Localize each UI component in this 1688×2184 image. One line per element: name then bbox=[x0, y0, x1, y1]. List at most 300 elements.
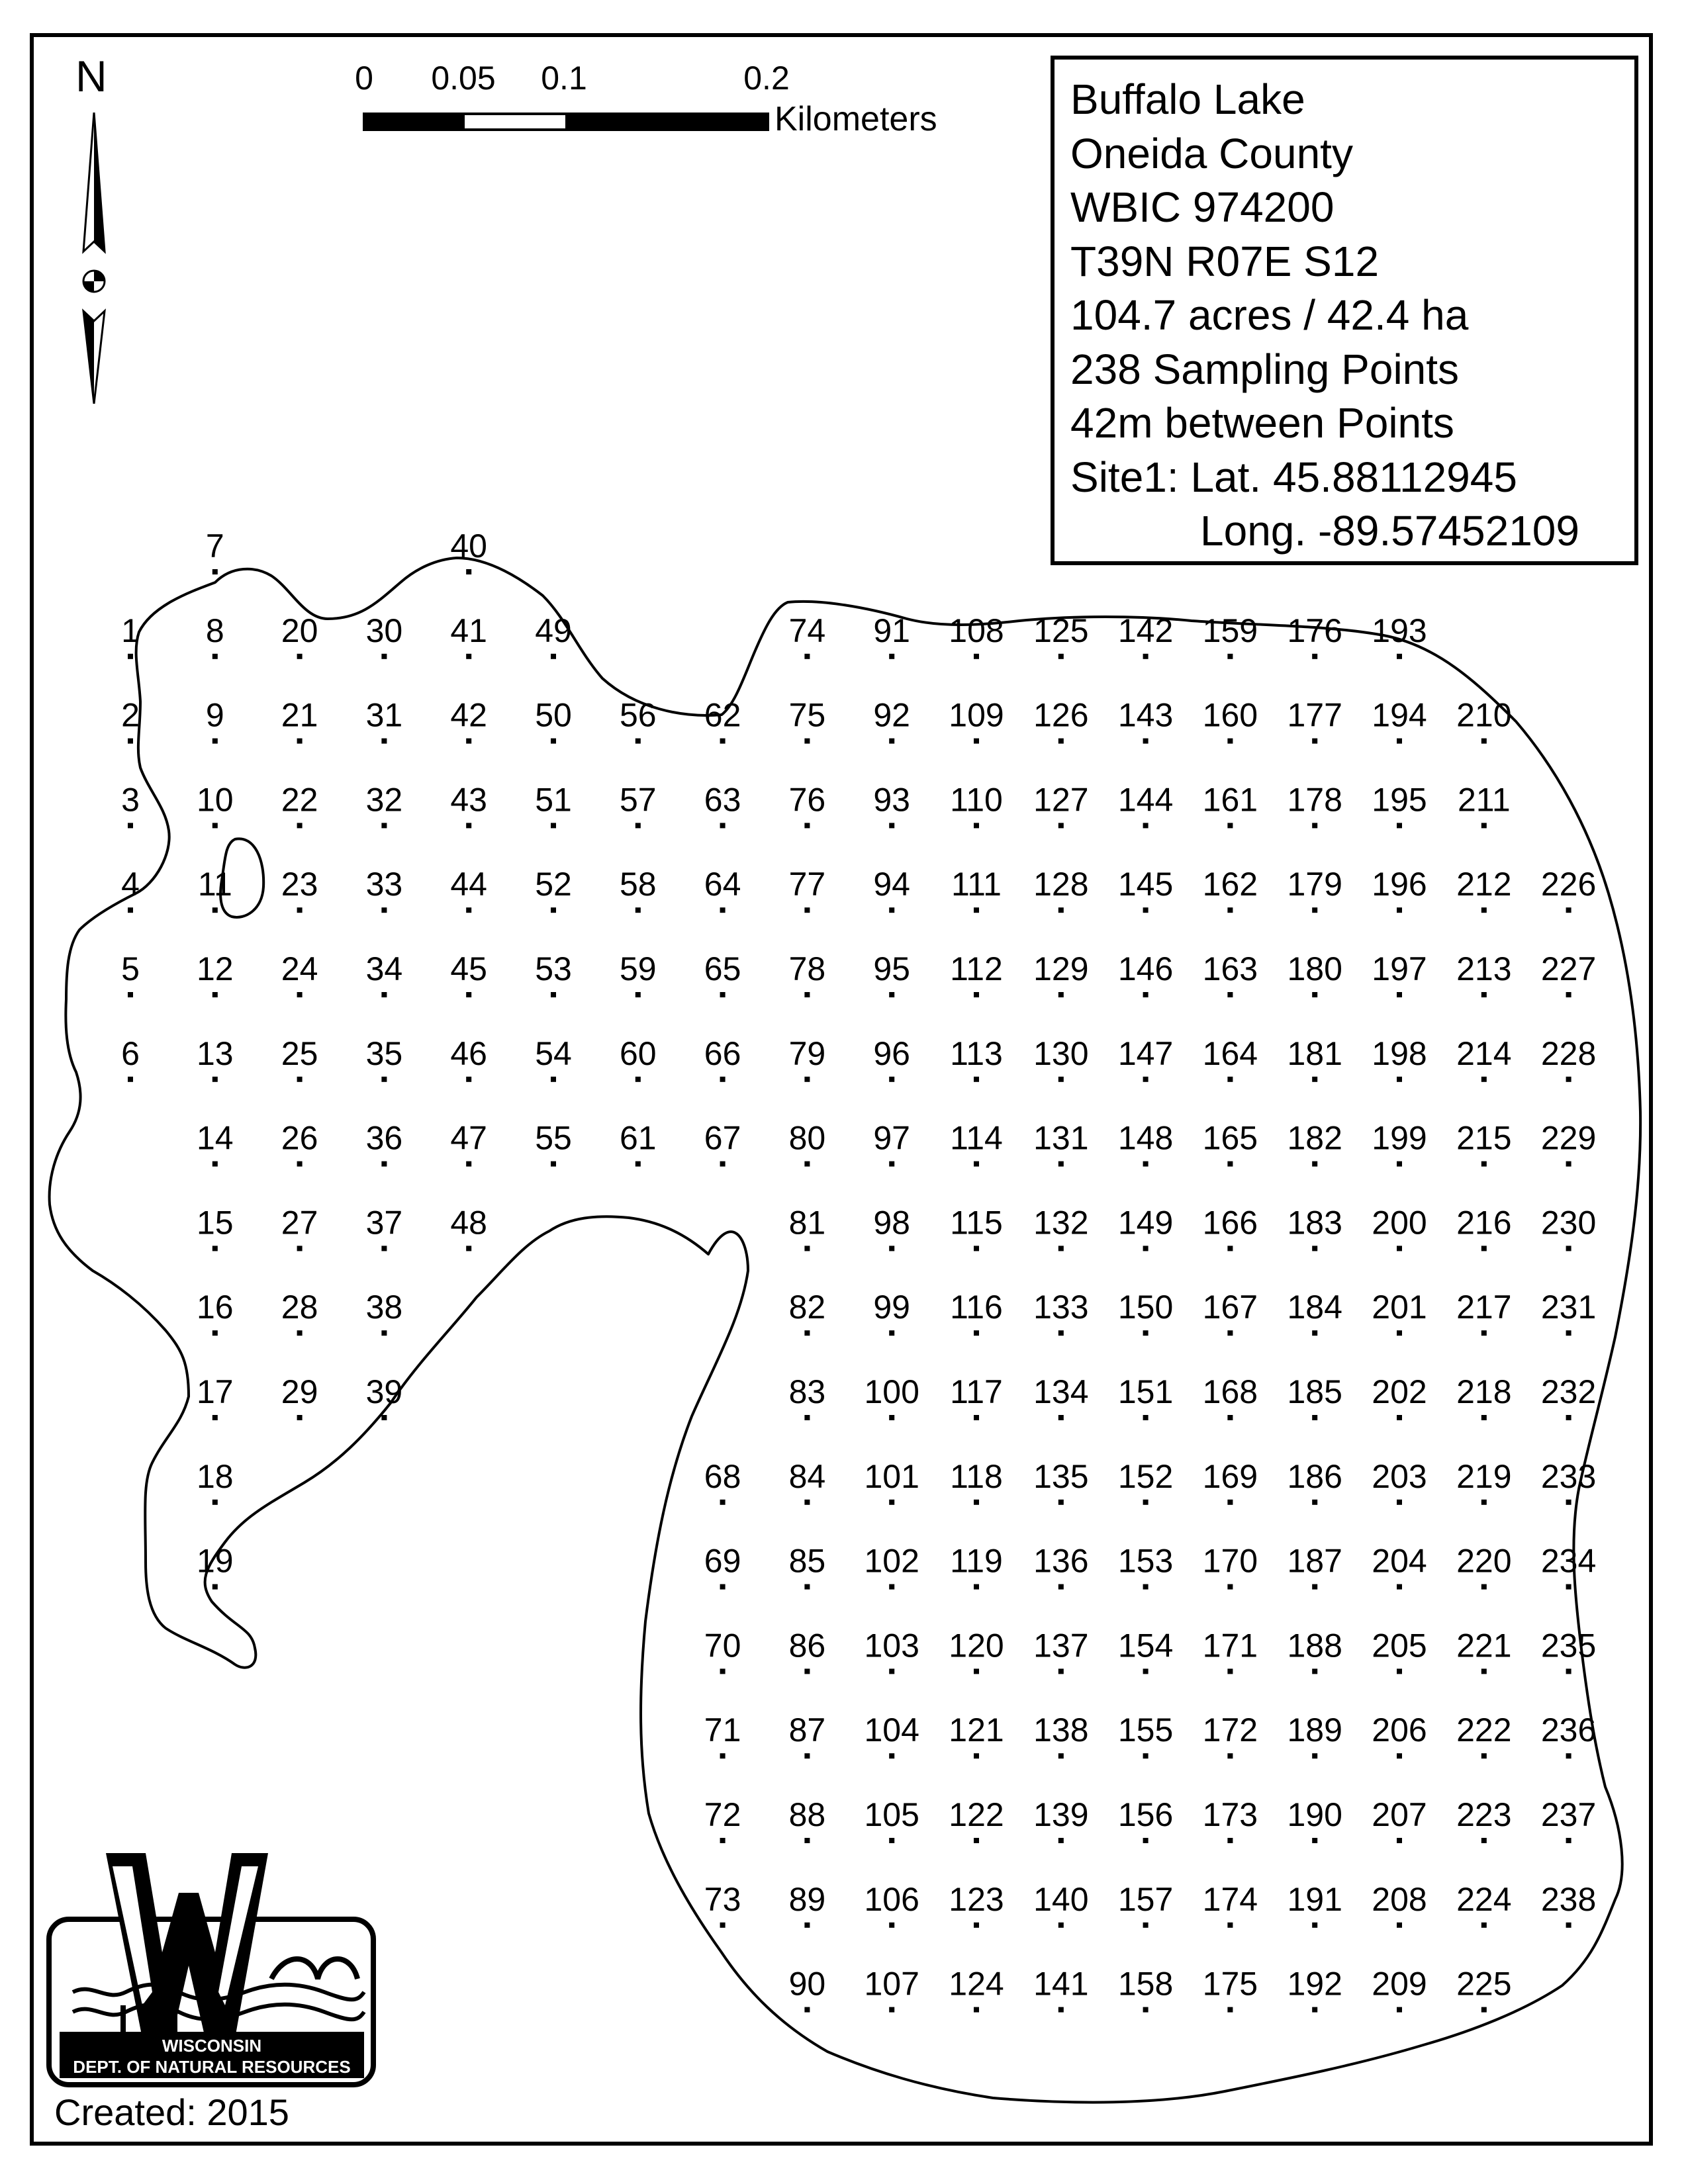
sampling-point-marker bbox=[551, 823, 556, 828]
sampling-point-marker bbox=[1566, 1246, 1571, 1251]
sampling-point-marker bbox=[1397, 1668, 1402, 1674]
sampling-point-label: 143 bbox=[1117, 696, 1174, 734]
sampling-point-label: 205 bbox=[1372, 1627, 1427, 1664]
sampling-point-label: 22 bbox=[281, 781, 318, 819]
sampling-point-marker bbox=[974, 907, 979, 913]
sampling-point-marker bbox=[974, 1330, 979, 1336]
sampling-point-marker bbox=[212, 1077, 218, 1082]
sampling-point-label: 166 bbox=[1202, 1204, 1258, 1242]
sampling-point-marker bbox=[297, 1246, 303, 1251]
sampling-point-marker bbox=[1227, 1923, 1233, 1928]
sampling-point-marker bbox=[804, 1246, 810, 1251]
sampling-point-marker bbox=[1312, 1077, 1317, 1082]
sampling-point-label: 112 bbox=[950, 950, 1003, 987]
sampling-point-marker bbox=[1227, 1584, 1233, 1590]
sampling-point-marker bbox=[1481, 1246, 1487, 1251]
sampling-point-label: 32 bbox=[365, 781, 403, 819]
sampling-point-marker bbox=[1058, 1923, 1064, 1928]
sampling-point-label: 4 bbox=[121, 866, 140, 903]
sampling-point-label: 48 bbox=[450, 1204, 488, 1242]
sampling-point-marker bbox=[212, 1246, 218, 1251]
sampling-point-label: 1 bbox=[121, 612, 140, 649]
sampling-point-label: 173 bbox=[1202, 1796, 1258, 1833]
sampling-point-label: 235 bbox=[1540, 1627, 1597, 1664]
sampling-point-label: 97 bbox=[873, 1119, 911, 1157]
sampling-point-marker bbox=[889, 1923, 894, 1928]
sampling-point-label: 94 bbox=[873, 866, 911, 903]
sampling-point-marker bbox=[1143, 2007, 1149, 2013]
sampling-point-marker bbox=[720, 739, 726, 744]
site1-longitude: Long. -89.57452109 bbox=[1200, 507, 1579, 555]
sampling-point-marker bbox=[1566, 1838, 1571, 1843]
sampling-point-label: 3 bbox=[121, 781, 140, 819]
sampling-point-label: 206 bbox=[1372, 1711, 1427, 1749]
sampling-point-label: 92 bbox=[873, 696, 911, 734]
sampling-point-marker bbox=[297, 739, 303, 744]
sampling-point-marker bbox=[1566, 1668, 1571, 1674]
sampling-point-label: 169 bbox=[1202, 1457, 1258, 1495]
sampling-point-label: 87 bbox=[788, 1711, 826, 1749]
sampling-point-label: 198 bbox=[1372, 1034, 1427, 1072]
sampling-point-label: 17 bbox=[196, 1373, 234, 1410]
sampling-point-label: 151 bbox=[1117, 1373, 1174, 1410]
sampling-point-label: 203 bbox=[1372, 1457, 1427, 1495]
lake-name: Buffalo Lake bbox=[1070, 75, 1305, 123]
scale-bar bbox=[357, 60, 953, 139]
sampling-point-label: 120 bbox=[949, 1627, 1004, 1664]
sampling-points-count: 238 Sampling Points bbox=[1070, 345, 1460, 393]
sampling-point-label: 152 bbox=[1117, 1457, 1174, 1495]
sampling-point-marker bbox=[635, 1161, 641, 1167]
sampling-point-label: 62 bbox=[704, 696, 741, 734]
sampling-point-marker bbox=[128, 1077, 133, 1082]
sampling-point-label: 33 bbox=[365, 866, 403, 903]
sampling-point-marker bbox=[1312, 992, 1317, 997]
sampling-point-marker bbox=[1481, 1077, 1487, 1082]
sampling-point-label: 85 bbox=[788, 1542, 826, 1580]
sampling-point-marker bbox=[974, 1584, 979, 1590]
sampling-point-marker bbox=[1227, 1330, 1233, 1336]
sampling-point-marker bbox=[1143, 1246, 1149, 1251]
sampling-point-label: 132 bbox=[1033, 1204, 1089, 1242]
sampling-point-marker bbox=[974, 1668, 979, 1674]
sampling-point-marker bbox=[551, 739, 556, 744]
sampling-point-label: 88 bbox=[788, 1796, 826, 1833]
sampling-point-marker bbox=[1481, 907, 1487, 913]
sampling-point-label: 141 bbox=[1033, 1965, 1089, 2003]
sampling-point-marker bbox=[128, 992, 133, 997]
sampling-point-label: 122 bbox=[949, 1796, 1004, 1833]
sampling-point-marker bbox=[974, 992, 979, 997]
sampling-point-label: 162 bbox=[1202, 866, 1258, 903]
sampling-point-marker bbox=[974, 1838, 979, 1843]
sampling-point-marker bbox=[720, 907, 726, 913]
sampling-point-marker bbox=[720, 1923, 726, 1928]
sampling-point-label: 195 bbox=[1372, 781, 1427, 819]
sampling-point-label: 5 bbox=[121, 950, 140, 987]
sampling-point-marker bbox=[889, 1161, 894, 1167]
sampling-point-label: 223 bbox=[1456, 1796, 1512, 1833]
sampling-point-label: 192 bbox=[1287, 1965, 1342, 2003]
sampling-point-marker bbox=[1227, 1668, 1233, 1674]
sampling-point-label: 60 bbox=[619, 1034, 657, 1072]
sampling-point-marker bbox=[1227, 823, 1233, 828]
sampling-point-label: 170 bbox=[1202, 1542, 1258, 1580]
sampling-point-label: 215 bbox=[1456, 1119, 1512, 1157]
sampling-point-label: 23 bbox=[281, 866, 318, 903]
sampling-point-label: 72 bbox=[704, 1796, 741, 1833]
sampling-point-label: 148 bbox=[1117, 1119, 1174, 1157]
sampling-point-marker bbox=[1227, 992, 1233, 997]
sampling-point-label: 154 bbox=[1117, 1627, 1174, 1664]
sampling-point-label: 49 bbox=[535, 612, 572, 649]
sampling-point-marker bbox=[1143, 1500, 1149, 1505]
sampling-point-marker bbox=[1227, 739, 1233, 744]
sampling-point-label: 71 bbox=[704, 1711, 741, 1749]
sampling-point-marker bbox=[974, 1415, 979, 1420]
sampling-point-marker bbox=[635, 739, 641, 744]
sampling-point-marker bbox=[381, 992, 387, 997]
sampling-point-label: 232 bbox=[1540, 1373, 1597, 1410]
sampling-point-label: 123 bbox=[949, 1880, 1004, 1918]
sampling-point-marker bbox=[381, 1330, 387, 1336]
sampling-point-label: 29 bbox=[281, 1373, 318, 1410]
sampling-point-marker bbox=[297, 1330, 303, 1336]
sampling-point-marker bbox=[1397, 1246, 1402, 1251]
sampling-point-label: 145 bbox=[1117, 866, 1174, 903]
sampling-point-label: 126 bbox=[1033, 696, 1089, 734]
sampling-point-marker bbox=[1227, 1246, 1233, 1251]
sampling-point-marker bbox=[212, 1330, 218, 1336]
sampling-point-label: 142 bbox=[1117, 612, 1174, 649]
sampling-point-label: 73 bbox=[704, 1880, 741, 1918]
sampling-point-marker bbox=[1143, 823, 1149, 828]
sampling-point-label: 12 bbox=[196, 950, 234, 987]
sampling-point-label: 70 bbox=[704, 1627, 741, 1664]
sampling-point-marker bbox=[381, 739, 387, 744]
sampling-point-marker bbox=[720, 1584, 726, 1590]
sampling-point-marker bbox=[1566, 1500, 1571, 1505]
sampling-point-label: 158 bbox=[1117, 1965, 1174, 2003]
sampling-point-label: 68 bbox=[704, 1457, 741, 1495]
sampling-point-label: 75 bbox=[788, 696, 826, 734]
sampling-point-label: 180 bbox=[1287, 950, 1342, 987]
sampling-point-label: 171 bbox=[1202, 1627, 1258, 1664]
sampling-point-marker bbox=[635, 992, 641, 997]
sampling-point-label: 81 bbox=[788, 1204, 826, 1242]
sampling-point-label: 146 bbox=[1117, 950, 1174, 987]
sampling-point-label: 84 bbox=[788, 1457, 826, 1495]
sampling-point-label: 181 bbox=[1287, 1034, 1342, 1072]
sampling-point-marker bbox=[212, 569, 218, 574]
sampling-point-marker bbox=[1058, 1415, 1064, 1420]
sampling-point-marker bbox=[1058, 1330, 1064, 1336]
sampling-point-label: 211 bbox=[1457, 781, 1511, 819]
sampling-point-label: 209 bbox=[1372, 1965, 1427, 2003]
sampling-point-marker bbox=[1312, 1584, 1317, 1590]
sampling-point-marker bbox=[128, 823, 133, 828]
sampling-point-label: 2 bbox=[121, 696, 140, 734]
sampling-point-label: 199 bbox=[1372, 1119, 1427, 1157]
sampling-point-marker bbox=[466, 1161, 471, 1167]
sampling-point-marker bbox=[1566, 1330, 1571, 1336]
sampling-point-label: 79 bbox=[788, 1034, 826, 1072]
sampling-point-label: 66 bbox=[704, 1034, 741, 1072]
sampling-point-marker bbox=[720, 1161, 726, 1167]
sampling-point-marker bbox=[1312, 1753, 1317, 1758]
wbic: WBIC 974200 bbox=[1070, 183, 1335, 231]
sampling-point-marker bbox=[1143, 992, 1149, 997]
sampling-point-marker bbox=[1481, 1584, 1487, 1590]
sampling-point-label: 175 bbox=[1202, 1965, 1258, 2003]
sampling-point-marker bbox=[1312, 739, 1317, 744]
sampling-point-label: 80 bbox=[788, 1119, 826, 1157]
sampling-point-marker bbox=[804, 1753, 810, 1758]
sampling-point-label: 218 bbox=[1456, 1373, 1512, 1410]
created-date: Created: 2015 bbox=[54, 2091, 289, 2133]
sampling-point-marker bbox=[804, 2007, 810, 2013]
sampling-point-marker bbox=[128, 739, 133, 744]
sampling-point-marker bbox=[1143, 1415, 1149, 1420]
sampling-point-marker bbox=[1312, 907, 1317, 913]
sampling-point-label: 43 bbox=[450, 781, 488, 819]
sampling-point-marker bbox=[804, 1838, 810, 1843]
sampling-point-marker bbox=[381, 907, 387, 913]
sampling-point-label: 144 bbox=[1117, 781, 1174, 819]
sampling-point-label: 233 bbox=[1540, 1457, 1597, 1495]
sampling-point-marker bbox=[1312, 1415, 1317, 1420]
sampling-point-label: 228 bbox=[1540, 1034, 1597, 1072]
sampling-point-marker bbox=[1227, 1838, 1233, 1843]
sampling-point-label: 56 bbox=[619, 696, 657, 734]
sampling-point-label: 30 bbox=[365, 612, 403, 649]
scale-bar-graphic bbox=[363, 111, 780, 138]
point-spacing: 42m between Points bbox=[1070, 399, 1454, 447]
sampling-point-marker bbox=[1143, 1161, 1149, 1167]
sampling-point-marker bbox=[1143, 654, 1149, 659]
sampling-point-label: 7 bbox=[205, 527, 224, 565]
sampling-point-label: 125 bbox=[1033, 612, 1089, 649]
sampling-point-marker bbox=[889, 1415, 894, 1420]
sampling-point-label: 27 bbox=[281, 1204, 318, 1242]
sampling-point-label: 202 bbox=[1372, 1373, 1427, 1410]
sampling-point-marker bbox=[1058, 992, 1064, 997]
sampling-point-label: 165 bbox=[1202, 1119, 1258, 1157]
sampling-point-label: 38 bbox=[365, 1289, 403, 1326]
sampling-point-label: 100 bbox=[864, 1373, 919, 1410]
sampling-point-label: 117 bbox=[950, 1373, 1003, 1410]
sampling-point-marker bbox=[804, 654, 810, 659]
sampling-point-label: 216 bbox=[1456, 1204, 1512, 1242]
sampling-point-label: 15 bbox=[196, 1204, 234, 1242]
sampling-point-label: 189 bbox=[1287, 1711, 1342, 1749]
sampling-point-label: 102 bbox=[864, 1542, 919, 1580]
sampling-point-marker bbox=[1481, 1753, 1487, 1758]
sampling-point-marker bbox=[1143, 1584, 1149, 1590]
sampling-point-marker bbox=[1566, 1753, 1571, 1758]
sampling-point-label: 229 bbox=[1540, 1119, 1597, 1157]
sampling-point-marker bbox=[1058, 1246, 1064, 1251]
sampling-point-label: 28 bbox=[281, 1289, 318, 1326]
sampling-point-label: 150 bbox=[1117, 1289, 1174, 1326]
sampling-point-label: 96 bbox=[873, 1034, 911, 1072]
sampling-point-marker bbox=[1397, 1753, 1402, 1758]
sampling-point-label: 140 bbox=[1033, 1880, 1089, 1918]
sampling-point-marker bbox=[1312, 1161, 1317, 1167]
sampling-point-label: 230 bbox=[1540, 1204, 1597, 1242]
sampling-point-marker bbox=[1481, 1668, 1487, 1674]
sampling-point-label: 107 bbox=[864, 1965, 919, 2003]
sampling-point-marker bbox=[1143, 1077, 1149, 1082]
sampling-point-marker bbox=[974, 1161, 979, 1167]
sampling-point-label: 34 bbox=[365, 950, 403, 987]
sampling-point-label: 91 bbox=[873, 612, 911, 649]
sampling-point-label: 104 bbox=[864, 1711, 919, 1749]
sampling-point-label: 18 bbox=[196, 1457, 234, 1495]
sampling-point-label: 193 bbox=[1372, 612, 1427, 649]
sampling-point-marker bbox=[1058, 654, 1064, 659]
sampling-point-label: 44 bbox=[450, 866, 488, 903]
sampling-point-marker bbox=[212, 992, 218, 997]
sampling-point-label: 234 bbox=[1540, 1542, 1597, 1580]
sampling-point-marker bbox=[720, 1753, 726, 1758]
sampling-point-marker bbox=[1312, 1246, 1317, 1251]
sampling-point-label: 236 bbox=[1540, 1711, 1597, 1749]
sampling-point-label: 83 bbox=[788, 1373, 826, 1410]
sampling-point-label: 155 bbox=[1117, 1711, 1174, 1749]
sampling-point-label: 105 bbox=[864, 1796, 919, 1833]
sampling-point-label: 6 bbox=[121, 1034, 140, 1072]
sampling-point-label: 119 bbox=[950, 1542, 1003, 1580]
sampling-point-label: 196 bbox=[1372, 866, 1427, 903]
sampling-point-marker bbox=[466, 992, 471, 997]
sampling-point-marker bbox=[1143, 1923, 1149, 1928]
sampling-point-label: 36 bbox=[365, 1119, 403, 1157]
sampling-point-marker bbox=[889, 1077, 894, 1082]
sampling-point-marker bbox=[381, 823, 387, 828]
sampling-point-marker bbox=[1058, 2007, 1064, 2013]
sampling-point-marker bbox=[804, 1161, 810, 1167]
sampling-point-label: 131 bbox=[1033, 1119, 1089, 1157]
sampling-point-marker bbox=[466, 739, 471, 744]
sampling-point-marker bbox=[1143, 1753, 1149, 1758]
sampling-point-label: 135 bbox=[1033, 1457, 1089, 1495]
sampling-point-marker bbox=[804, 1415, 810, 1420]
sampling-point-marker bbox=[804, 1500, 810, 1505]
sampling-point-label: 161 bbox=[1202, 781, 1258, 819]
sampling-point-label: 109 bbox=[949, 696, 1004, 734]
sampling-point-label: 217 bbox=[1456, 1289, 1512, 1326]
sampling-point-marker bbox=[1227, 1753, 1233, 1758]
sampling-point-marker bbox=[128, 907, 133, 913]
sampling-point-label: 8 bbox=[205, 612, 224, 649]
sampling-point-marker bbox=[720, 1500, 726, 1505]
sampling-point-marker bbox=[889, 1753, 894, 1758]
sampling-point-label: 224 bbox=[1456, 1880, 1512, 1918]
sampling-point-label: 115 bbox=[950, 1204, 1003, 1242]
sampling-point-marker bbox=[466, 654, 471, 659]
sampling-point-label: 159 bbox=[1202, 612, 1258, 649]
sampling-point-marker bbox=[889, 2007, 894, 2013]
sampling-point-label: 16 bbox=[196, 1289, 234, 1326]
sampling-point-label: 121 bbox=[949, 1711, 1004, 1749]
sampling-point-marker bbox=[974, 1246, 979, 1251]
sampling-point-marker bbox=[1481, 1330, 1487, 1336]
sampling-point-label: 212 bbox=[1456, 866, 1512, 903]
sampling-point-marker bbox=[381, 1077, 387, 1082]
sampling-point-marker bbox=[1481, 1415, 1487, 1420]
sampling-point-marker bbox=[974, 1077, 979, 1082]
sampling-point-marker bbox=[804, 1584, 810, 1590]
sampling-point-label: 168 bbox=[1202, 1373, 1258, 1410]
sampling-point-marker bbox=[1397, 823, 1402, 828]
sampling-point-marker bbox=[1397, 1923, 1402, 1928]
wisconsin-dnr-logo-icon bbox=[46, 1853, 377, 2091]
sampling-point-label: 51 bbox=[535, 781, 572, 819]
sampling-point-label: 95 bbox=[873, 950, 911, 987]
sampling-point-marker bbox=[804, 1330, 810, 1336]
sampling-point-label: 90 bbox=[788, 1965, 826, 2003]
sampling-point-marker bbox=[466, 1246, 471, 1251]
sampling-point-marker bbox=[1397, 2007, 1402, 2013]
sampling-point-marker bbox=[974, 654, 979, 659]
sampling-point-label: 194 bbox=[1372, 696, 1427, 734]
sampling-point-label: 74 bbox=[788, 612, 826, 649]
sampling-point-marker bbox=[1058, 739, 1064, 744]
sampling-point-label: 225 bbox=[1456, 1965, 1512, 2003]
sampling-point-marker bbox=[1143, 1668, 1149, 1674]
sampling-point-label: 45 bbox=[450, 950, 488, 987]
sampling-point-label: 124 bbox=[949, 1965, 1004, 2003]
sampling-point-marker bbox=[974, 1500, 979, 1505]
sampling-point-label: 188 bbox=[1287, 1627, 1342, 1664]
sampling-point-label: 82 bbox=[788, 1289, 826, 1326]
scale-tick-1: 0.05 bbox=[431, 60, 496, 97]
sampling-point-marker bbox=[551, 992, 556, 997]
sampling-point-label: 128 bbox=[1033, 866, 1089, 903]
sampling-point-marker bbox=[1058, 1838, 1064, 1843]
sampling-point-label: 69 bbox=[704, 1542, 741, 1580]
sampling-point-label: 200 bbox=[1372, 1204, 1427, 1242]
sampling-point-marker bbox=[720, 1668, 726, 1674]
sampling-point-marker bbox=[1058, 1753, 1064, 1758]
scale-tick-3: 0.2 bbox=[743, 60, 790, 97]
scale-tick-2: 0.1 bbox=[541, 60, 587, 97]
sampling-point-marker bbox=[1227, 654, 1233, 659]
sampling-point-label: 136 bbox=[1033, 1542, 1089, 1580]
sampling-point-label: 37 bbox=[365, 1204, 403, 1242]
sampling-point-label: 111 bbox=[951, 866, 1002, 903]
sampling-point-label: 77 bbox=[788, 866, 826, 903]
sampling-point-marker bbox=[720, 1838, 726, 1843]
sampling-point-marker bbox=[889, 1668, 894, 1674]
sampling-point-marker bbox=[720, 992, 726, 997]
sampling-point-marker bbox=[1143, 1838, 1149, 1843]
sampling-point-label: 99 bbox=[873, 1289, 911, 1326]
sampling-point-label: 59 bbox=[619, 950, 657, 987]
sampling-point-marker bbox=[381, 654, 387, 659]
sampling-point-label: 11 bbox=[197, 866, 232, 903]
sampling-point-label: 13 bbox=[196, 1034, 234, 1072]
sampling-point-label: 133 bbox=[1033, 1289, 1089, 1326]
sampling-point-label: 157 bbox=[1117, 1880, 1174, 1918]
sampling-point-marker bbox=[1058, 1077, 1064, 1082]
sampling-point-label: 10 bbox=[196, 781, 234, 819]
scale-tick-0: 0 bbox=[355, 60, 373, 97]
sampling-point-label: 227 bbox=[1540, 950, 1597, 987]
sampling-point-label: 222 bbox=[1456, 1711, 1512, 1749]
sampling-point-label: 160 bbox=[1202, 696, 1258, 734]
